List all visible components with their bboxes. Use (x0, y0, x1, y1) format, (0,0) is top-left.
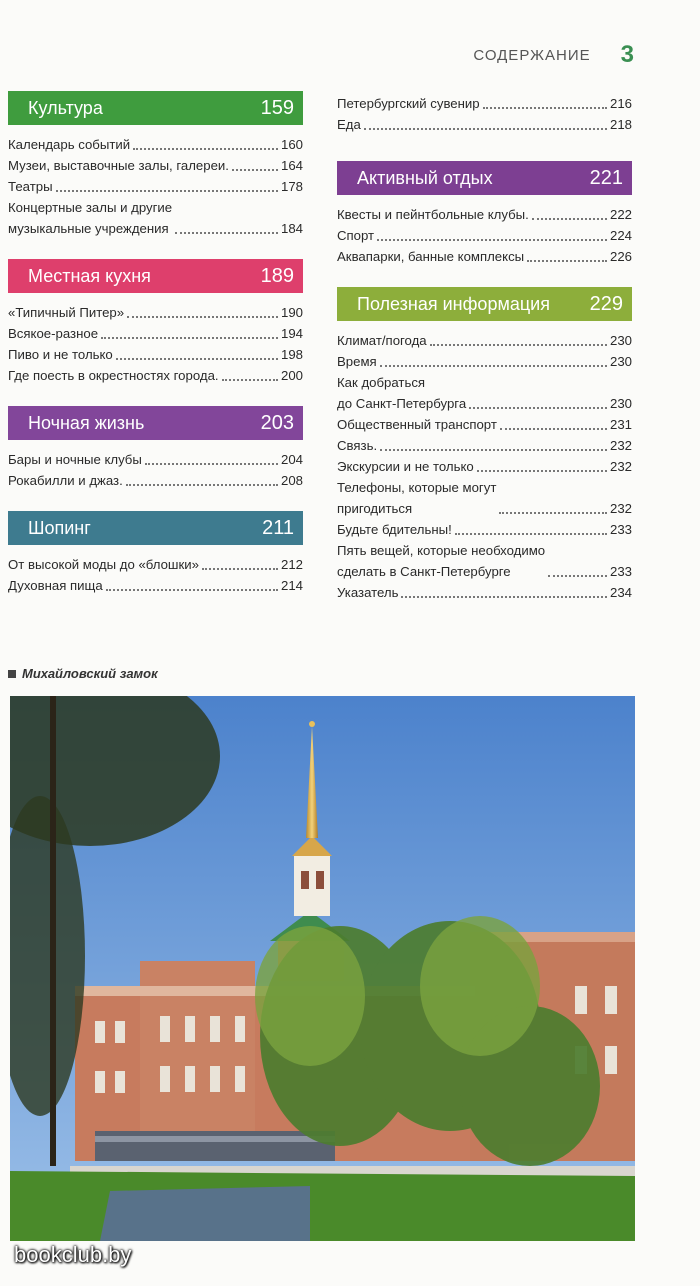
toc-entry[interactable] (337, 540, 632, 582)
toc-entry-title: Рокабилли и джаз. (8, 473, 123, 488)
toc-leader-dots (127, 316, 278, 318)
toc-leader-dots (56, 190, 278, 192)
watermark: bookclub.by (14, 1242, 132, 1267)
toc-entry-title: От высокой моды до «блошки» (8, 557, 199, 572)
toc-leader-dots (430, 344, 607, 346)
toc-entry-page: 190 (280, 305, 303, 320)
toc-leader-dots (106, 589, 278, 591)
section-title: Ночная жизнь (28, 412, 145, 433)
toc-leader-dots (500, 428, 607, 430)
toc-leader-dots (455, 533, 607, 535)
toc-entry-page: 200 (280, 368, 303, 383)
caption-text: Михайловский замок (22, 666, 158, 681)
toc-leader-dots (477, 470, 607, 472)
section-title: Культура (28, 97, 103, 118)
toc-entry-page: 232 (609, 438, 632, 453)
toc-entry-page: 160 (280, 137, 303, 152)
toc-entry[interactable] (8, 365, 303, 386)
toc-section (8, 511, 303, 596)
section-page: 229 (589, 292, 623, 315)
section-title: Шопинг (28, 517, 91, 538)
toc-entry[interactable] (337, 372, 632, 414)
caption-marker-icon (8, 670, 16, 678)
toc-entry-title: Музеи, выставочные залы, галереи. (8, 158, 229, 173)
toc-leader-dots (483, 107, 607, 109)
toc-entry-page: 233 (609, 522, 632, 537)
toc-entry-title: Связь. (337, 438, 378, 453)
toc-section (8, 406, 303, 491)
castle-photo-illustration (10, 696, 635, 1241)
toc-leader-dots (401, 596, 607, 598)
section-header-bar[interactable] (8, 511, 303, 545)
toc-leader-dots (126, 484, 278, 486)
toc-section (8, 259, 303, 386)
toc-entry-page: 224 (609, 228, 632, 243)
section-page: 203 (260, 411, 294, 434)
section-title: Местная кухня (28, 265, 151, 286)
page-number: 3 (620, 41, 634, 68)
toc-entry[interactable] (337, 456, 632, 477)
toc-entry-title: Пять вещей, которые необходимо сделать в Санкт-Петербурге (337, 543, 546, 579)
toc-entry-title: Телефоны, которые могут пригодиться (337, 480, 497, 516)
toc-entry-page: 230 (609, 396, 632, 411)
toc-entry-page: 214 (280, 578, 303, 593)
toc-entry-title: Где поесть в окрестностях города. (8, 368, 219, 383)
section-header-bar[interactable] (8, 259, 303, 293)
toc-continued-entries (337, 93, 632, 135)
toc-entry[interactable] (337, 225, 632, 246)
page-title: СОДЕРЖАНИЕ (473, 46, 591, 64)
section-header-bar[interactable] (8, 91, 303, 125)
toc-entry-page: 164 (280, 158, 303, 173)
toc-entry[interactable] (8, 323, 303, 344)
toc-entry-title: Общественный транспорт (337, 417, 497, 432)
toc-entry[interactable] (8, 344, 303, 365)
toc-leader-dots (101, 337, 278, 339)
toc-leader-dots (364, 128, 607, 130)
toc-entry-title: Климат/погода (337, 333, 427, 348)
toc-leader-dots (202, 568, 278, 570)
section-header-bar[interactable] (8, 406, 303, 440)
toc-entry-title: Бары и ночные клубы (8, 452, 142, 467)
toc-entry-page: 204 (280, 452, 303, 467)
toc-entry-page: 222 (609, 207, 632, 222)
toc-entry[interactable] (8, 176, 303, 197)
toc-entry[interactable] (8, 470, 303, 491)
toc-entry[interactable] (337, 519, 632, 540)
toc-entry-title: Аквапарки, банные комплексы (337, 249, 525, 264)
toc-entry[interactable] (337, 477, 632, 519)
toc-entry-title: Концертные залы и другие музыкальные учреждения (8, 200, 173, 236)
toc-entry-page: 212 (280, 557, 303, 572)
toc-entry-page: 232 (609, 459, 632, 474)
toc-entry-title: Будьте бдительны! (337, 522, 452, 537)
section-title: Полезная информация (357, 293, 550, 314)
toc-entry-title: Всякое-разное (8, 326, 99, 341)
toc-entry-page: 226 (609, 249, 632, 264)
toc-entry[interactable] (337, 114, 632, 135)
toc-entry-title: Время (337, 354, 377, 369)
toc-leader-dots (380, 365, 607, 367)
toc-entry-title: Театры (8, 179, 53, 194)
toc-entry-page: 178 (280, 179, 303, 194)
toc-leader-dots (532, 218, 607, 220)
toc-entry[interactable] (337, 204, 632, 225)
toc-entry-title: Еда (337, 117, 361, 132)
toc-entry-title: Духовная пища (8, 578, 103, 593)
toc-entry-title: Спорт (337, 228, 375, 243)
toc-section (8, 91, 303, 239)
toc-entry[interactable] (8, 134, 303, 155)
toc-leader-dots (499, 512, 607, 514)
toc-leader-dots (380, 449, 607, 451)
toc-entry[interactable] (337, 246, 632, 267)
toc-leader-dots (377, 239, 607, 241)
toc-entry[interactable] (337, 330, 632, 351)
toc-entry-title: Экскурсии и не только (337, 459, 474, 474)
toc-entry-page: 194 (280, 326, 303, 341)
section-title: Активный отдых (357, 167, 493, 188)
toc-entry[interactable] (8, 449, 303, 470)
toc-entry[interactable] (8, 197, 303, 239)
toc-entry[interactable] (337, 582, 632, 603)
castle-photo (10, 696, 635, 1241)
toc-left-column (8, 91, 303, 616)
toc-entry-page: 230 (609, 354, 632, 369)
section-header-bar[interactable] (337, 287, 632, 321)
toc-entry-title: Как добраться до Санкт-Петербурга (337, 375, 467, 411)
toc-entry-page: 218 (609, 117, 632, 132)
toc-entry[interactable] (337, 414, 632, 435)
toc-leader-dots (145, 463, 278, 465)
toc-entry[interactable] (8, 575, 303, 596)
toc-entry-page: 230 (609, 333, 632, 348)
section-header-bar[interactable] (337, 161, 632, 195)
page-header (473, 40, 634, 70)
section-page: 221 (589, 166, 623, 189)
toc-leader-dots (232, 169, 278, 171)
toc-entry-title: Календарь событий (8, 137, 131, 152)
toc-entry-page: 184 (280, 221, 303, 236)
toc-entry-title: Квесты и пейнтбольные клубы. (337, 207, 529, 222)
toc-entry-title: Указатель (337, 585, 399, 600)
toc-entry-title: Петербургский сувенир (337, 96, 480, 111)
section-page: 211 (262, 516, 294, 539)
section-page: 159 (260, 96, 294, 119)
toc-entry[interactable] (337, 93, 632, 114)
toc-leader-dots (175, 232, 278, 234)
toc-leader-dots (116, 358, 278, 360)
toc-leader-dots (527, 260, 607, 262)
toc-entry-page: 232 (609, 501, 632, 516)
photo-caption (8, 666, 158, 681)
toc-right-column (337, 93, 632, 623)
toc-entry-title: «Типичный Питер» (8, 305, 125, 320)
toc-entry-page: 234 (609, 585, 632, 600)
toc-leader-dots (548, 575, 607, 577)
toc-entry[interactable] (8, 554, 303, 575)
toc-leader-dots (133, 148, 278, 150)
toc-entry[interactable] (8, 302, 303, 323)
toc-entry[interactable] (337, 435, 632, 456)
toc-entry-page: 231 (609, 417, 632, 432)
toc-entry-page: 233 (609, 564, 632, 579)
section-page: 189 (260, 264, 294, 287)
toc-leader-dots (469, 407, 607, 409)
toc-entry-title: Пиво и не только (8, 347, 113, 362)
toc-entry-page: 198 (280, 347, 303, 362)
toc-entry-page: 216 (609, 96, 632, 111)
toc-section (337, 161, 632, 267)
toc-entry[interactable] (8, 155, 303, 176)
toc-section (337, 287, 632, 603)
toc-leader-dots (222, 379, 278, 381)
toc-entry-page: 208 (280, 473, 303, 488)
toc-entry[interactable] (337, 351, 632, 372)
